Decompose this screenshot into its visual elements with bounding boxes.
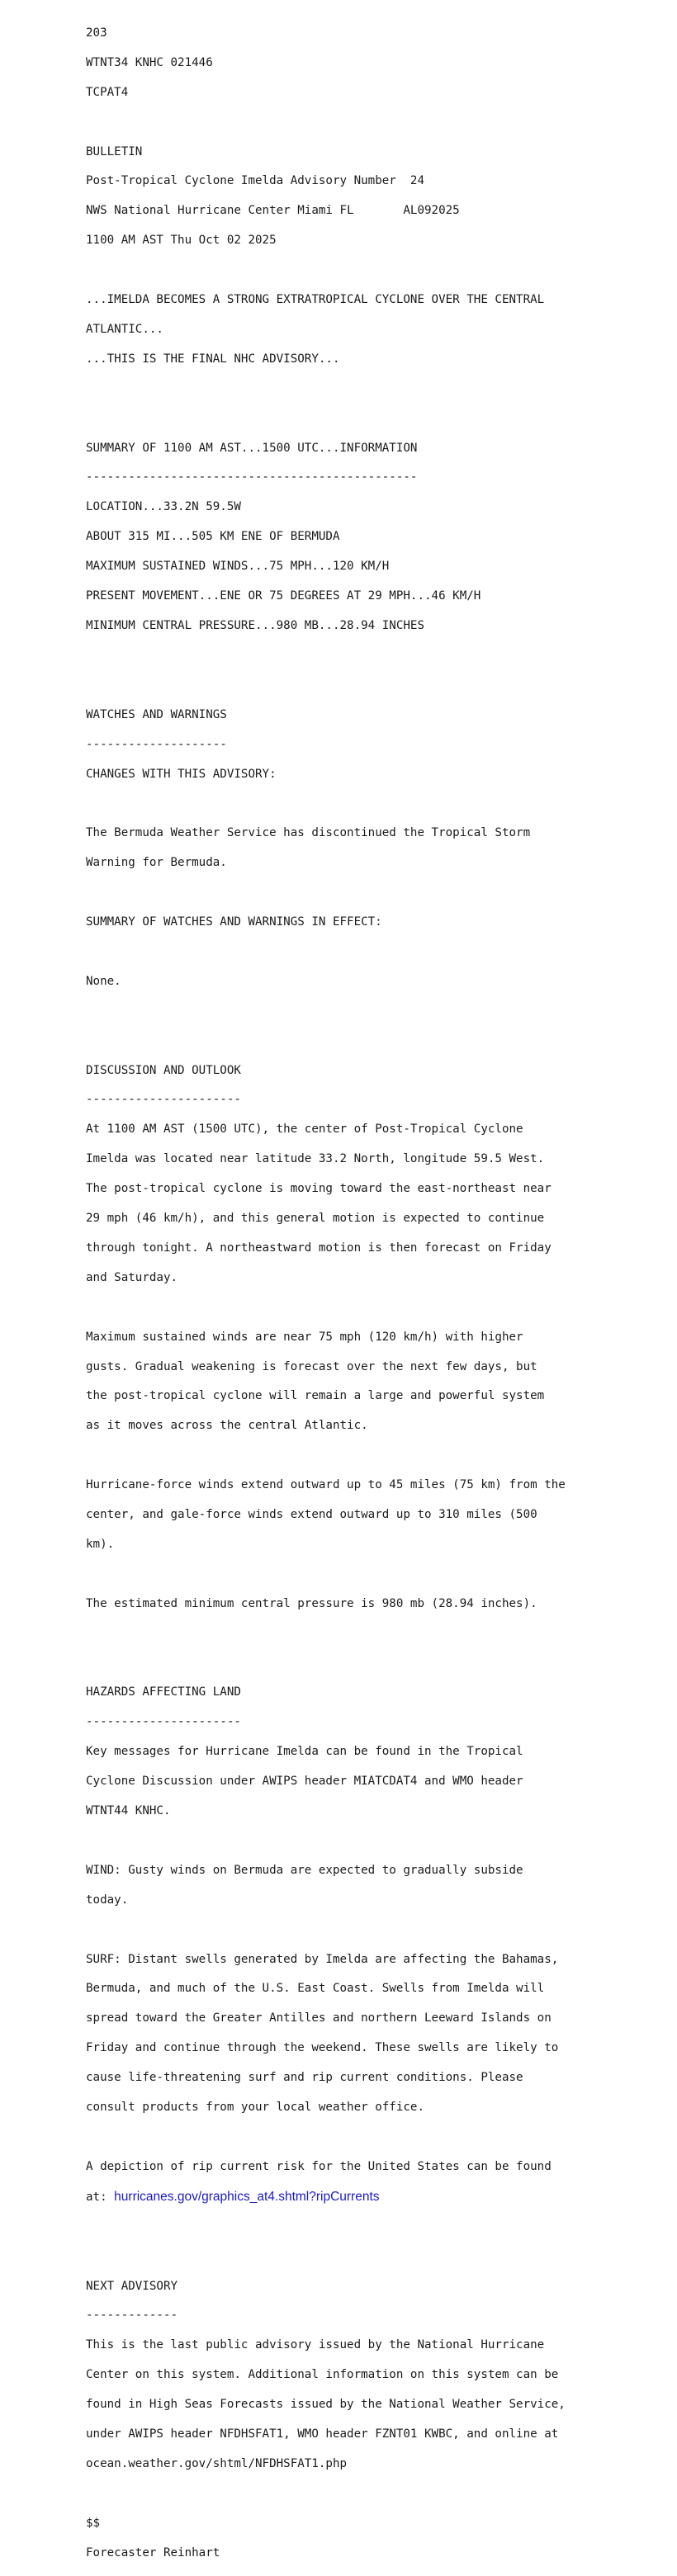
blank-line	[86, 1627, 566, 1642]
summary-location: LOCATION...33.2N 59.5W	[86, 500, 241, 514]
hazards-surf: Bermuda, and much of the U.S. East Coast. Swells from Imelda will	[86, 1982, 545, 1996]
product-id: 203	[86, 26, 107, 40]
blank-line	[86, 2220, 566, 2235]
discussion-text: center, and gale-force winds extend outward up to 310 miles (500	[86, 1508, 537, 1522]
section-rule: -------------	[86, 2309, 178, 2323]
blank-line	[86, 2487, 566, 2502]
summary-winds: MAXIMUM SUSTAINED WINDS...75 MPH...120 KM/H	[86, 560, 390, 574]
next-advisory-text: Center on this system. Additional information on this system can be	[86, 2368, 559, 2382]
advisory-title: Post-Tropical Cyclone Imelda Advisory Number 24	[86, 174, 424, 188]
hazards-heading: HAZARDS AFFECTING LAND	[86, 1685, 241, 1699]
hazards-surf: SURF: Distant swells generated by Imelda are affecting the Bahamas,	[86, 1952, 559, 1966]
issuing-office: NWS National Hurricane Center Miami FL AL092025	[86, 204, 460, 218]
next-advisory-text: This is the last public advisory issued by the National Hurricane	[86, 2338, 545, 2352]
blank-line	[86, 945, 566, 960]
rip-currents-link[interactable]: hurricanes.gov/graphics_at4.shtml?ripCurrents	[114, 2189, 380, 2204]
headline-line: ...IMELDA BECOMES A STRONG EXTRATROPICAL CYCLONE OVER THE CENTRAL	[86, 293, 545, 307]
discussion-heading: DISCUSSION AND OUTLOOK	[86, 1063, 241, 1077]
discussion-text: through tonight. A northeastward motion is then forecast on Friday	[86, 1241, 552, 1255]
discussion-text: Maximum sustained winds are near 75 mph (120 km/h) with higher	[86, 1330, 523, 1344]
hazards-text: Key messages for Hurricane Imelda can be found in the Tropical	[86, 1745, 523, 1759]
next-advisory-heading: NEXT ADVISORY	[86, 2279, 178, 2293]
discussion-text: The estimated minimum central pressure is 980 mb (28.94 inches).	[86, 1596, 537, 1610]
discussion-text: km).	[86, 1537, 115, 1551]
blank-line	[86, 412, 566, 427]
section-rule: --------------------	[86, 737, 227, 751]
blank-line	[86, 1449, 566, 1463]
discussion-text: and Saturday.	[86, 1270, 178, 1284]
hazards-wind: today.	[86, 1893, 129, 1907]
blank-line	[86, 796, 566, 811]
issue-time: 1100 AM AST Thu Oct 02 2025	[86, 234, 277, 248]
blank-line	[86, 263, 566, 278]
headline-line: ATLANTIC...	[86, 322, 163, 336]
bulletin-label: BULLETIN	[86, 144, 143, 158]
discussion-text: 29 mph (46 km/h), and this general motion is expected to continue	[86, 1212, 545, 1226]
awips-id: TCPAT4	[86, 85, 129, 99]
blank-line	[86, 2130, 566, 2145]
discussion-text: Hurricane-force winds extend outward up to 45 miles (75 km) from the	[86, 1478, 566, 1492]
rip-current-prefix: at:	[86, 2190, 115, 2204]
headline-line: ...THIS IS THE FINAL NHC ADVISORY...	[86, 352, 340, 366]
discussion-text: as it moves across the central Atlantic.	[86, 1419, 368, 1433]
advisory-text	[86, 12, 566, 2576]
changes-heading: CHANGES WITH THIS ADVISORY:	[86, 767, 277, 781]
discussion-text: At 1100 AM AST (1500 UTC), the center of Post-Tropical Cyclone	[86, 1123, 523, 1137]
section-rule: ----------------------	[86, 1715, 241, 1729]
section-rule: -----------------------------------------------	[86, 470, 418, 484]
changes-text: The Bermuda Weather Service has discontinued the Tropical Storm	[86, 826, 531, 840]
hazards-surf: Friday and continue through the weekend. These swells are likely to	[86, 2041, 559, 2055]
summary-movement: PRESENT MOVEMENT...ENE OR 75 DEGREES AT 29 MPH...46 KM/H	[86, 589, 481, 603]
blank-line	[86, 886, 566, 900]
blank-line	[86, 1923, 566, 1938]
watches-none: None.	[86, 974, 121, 988]
blank-line	[86, 1301, 566, 1316]
blank-line	[86, 1034, 566, 1049]
blank-line	[86, 678, 566, 693]
watches-heading: WATCHES AND WARNINGS	[86, 707, 227, 721]
summary-distance: ABOUT 315 MI...505 KM ENE OF BERMUDA	[86, 530, 340, 544]
rip-current-text: A depiction of rip current risk for the United States can be found	[86, 2159, 552, 2173]
section-rule: ----------------------	[86, 1093, 241, 1107]
product-terminator: $$	[86, 2516, 101, 2530]
blank-line	[86, 116, 566, 130]
hazards-text: WTNT44 KNHC.	[86, 1804, 171, 1818]
blank-line	[86, 649, 566, 664]
wmo-header: WTNT34 KNHC 021446	[86, 55, 213, 69]
discussion-text: the post-tropical cyclone will remain a large and powerful system	[86, 1389, 545, 1403]
discussion-text: gusts. Gradual weakening is forecast over the next few days, but	[86, 1359, 537, 1373]
hazards-surf: cause life-threatening surf and rip current conditions. Please	[86, 2071, 523, 2085]
next-advisory-text: under AWIPS header NFDHSFAT1, WMO header FZNT01 KWBC, and online at	[86, 2427, 559, 2441]
next-advisory-text: found in High Seas Forecasts issued by the National Weather Service,	[86, 2398, 566, 2412]
hazards-surf: consult products from your local weather office.	[86, 2101, 424, 2115]
summary-pressure: MINIMUM CENTRAL PRESSURE...980 MB...28.94 INCHES	[86, 619, 424, 633]
discussion-text: Imelda was located near latitude 33.2 North, longitude 59.5 West.	[86, 1152, 545, 1166]
blank-line	[86, 1004, 566, 1019]
watches-summary-heading: SUMMARY OF WATCHES AND WARNINGS IN EFFECT:	[86, 915, 382, 929]
next-advisory-text: ocean.weather.gov/shtml/NFDHSFAT1.php	[86, 2456, 348, 2470]
summary-heading: SUMMARY OF 1100 AM AST...1500 UTC...INFORMATION	[86, 441, 418, 455]
discussion-text: The post-tropical cyclone is moving toward the east-northeast near	[86, 1182, 552, 1196]
blank-line	[86, 382, 566, 397]
forecaster-name: Forecaster Reinhart	[86, 2545, 220, 2559]
blank-line	[86, 1567, 566, 1582]
hazards-text: Cyclone Discussion under AWIPS header MIATCDAT4 and WMO header	[86, 1775, 523, 1789]
hazards-surf: spread toward the Greater Antilles and northern Leeward Islands on	[86, 2011, 552, 2025]
blank-line	[86, 2250, 566, 2265]
blank-line	[86, 1657, 566, 1671]
rip-current-link-line	[86, 2190, 566, 2205]
blank-line	[86, 1834, 566, 1849]
hazards-wind: WIND: Gusty winds on Bermuda are expected to gradually subside	[86, 1863, 523, 1877]
changes-text: Warning for Bermuda.	[86, 856, 227, 870]
